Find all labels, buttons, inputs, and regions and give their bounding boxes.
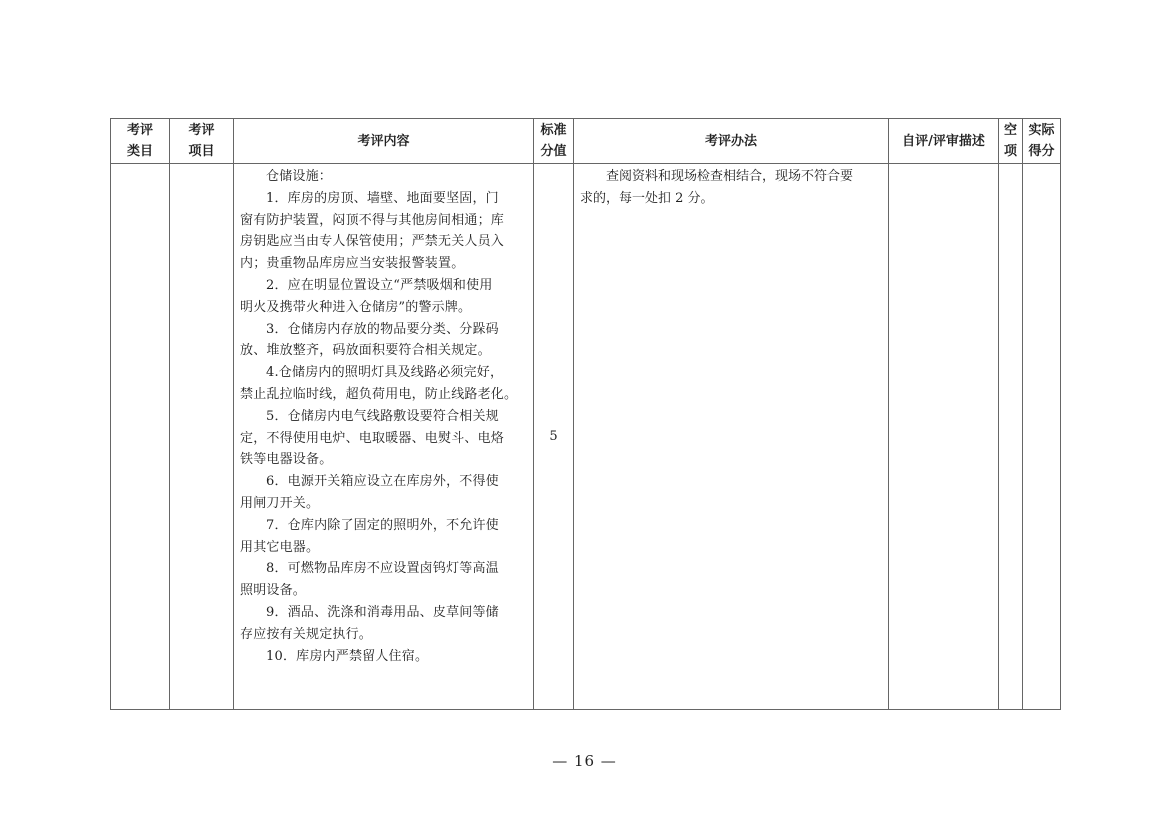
content-text [234, 164, 533, 667]
cell-actual [1023, 164, 1061, 710]
cell-item [170, 164, 234, 710]
content-line: 用闸刀开关。 [240, 495, 320, 511]
cell-empty [999, 164, 1023, 710]
header-content: 考评内容 [234, 119, 534, 164]
content-line: 3．仓储房内存放的物品要分类、分跺码 [266, 321, 499, 337]
header-item: 考评 项目 [170, 119, 234, 164]
header-category: 考评 类目 [111, 119, 170, 164]
method-line: 求的，每一处扣 2 分。 [580, 190, 714, 206]
content-line: 定，不得使用电炉、电取暖器、电熨斗、电烙 [240, 430, 505, 446]
content-line: 2．应在明显位置设立“严禁吸烟和使用 [266, 277, 493, 293]
header-actual: 实际 得分 [1023, 119, 1061, 164]
cell-self-eval [889, 164, 999, 710]
content-line: 4.仓储房内的照明灯具及线路必须完好， [266, 365, 504, 381]
content-line: 照明设备。 [240, 583, 307, 599]
content-line: 6．电源开关箱应设立在库房外，不得使 [266, 474, 499, 490]
content-line: 用其它电器。 [240, 539, 320, 555]
method-line: 查阅资料和现场检查相结合，现场不符合要 [606, 169, 854, 184]
content-line: 内；贵重物品库房应当安装报警装置。 [240, 256, 465, 272]
header-method: 考评办法 [574, 119, 889, 164]
content-line: 存应按有关规定执行。 [240, 626, 373, 642]
content-line: 仓储设施： [266, 169, 333, 184]
table-row [111, 164, 1061, 710]
content-line: 铁等电器设备。 [240, 452, 333, 468]
content-line: 窗有防护装置，闷顶不得与其他房间相通；库 [240, 212, 505, 228]
header-score: 标准 分值 [534, 119, 574, 164]
header-self-eval: 自评/评审描述 [889, 119, 999, 164]
content-line: 7．仓库内除了固定的照明外，不允许使 [266, 517, 499, 533]
cell-content [234, 164, 534, 710]
evaluation-table [110, 118, 1061, 710]
content-line: 放、堆放整齐，码放面积要符合相关规定。 [240, 343, 491, 359]
content-line: 明火及携带火种进入仓储房”的警示牌。 [240, 299, 472, 315]
cell-category [111, 164, 170, 710]
content-line: 禁止乱拉临时线，超负荷用电，防止线路老化。 [240, 386, 518, 402]
page-number: — 16 — [552, 752, 617, 770]
content-line: 5．仓储房内电气线路敷设要符合相关规 [266, 408, 499, 424]
cell-score: 5 [534, 164, 574, 710]
cell-method [574, 164, 889, 710]
content-line: 10．库房内严禁留人住宿。 [266, 648, 429, 664]
content-line: 9．酒品、洗涤和消毒用品、皮草间等储 [266, 604, 499, 620]
content-line: 1．库房的房顶、墙壁、地面要坚固，门 [266, 190, 499, 206]
method-text [574, 164, 888, 210]
content-line: 8．可燃物品库房不应设置卤钨灯等高温 [266, 561, 499, 577]
content-line: 房钥匙应当由专人保管使用；严禁无关人员入 [240, 234, 505, 250]
header-row [111, 119, 1061, 164]
header-empty: 空 项 [999, 119, 1023, 164]
